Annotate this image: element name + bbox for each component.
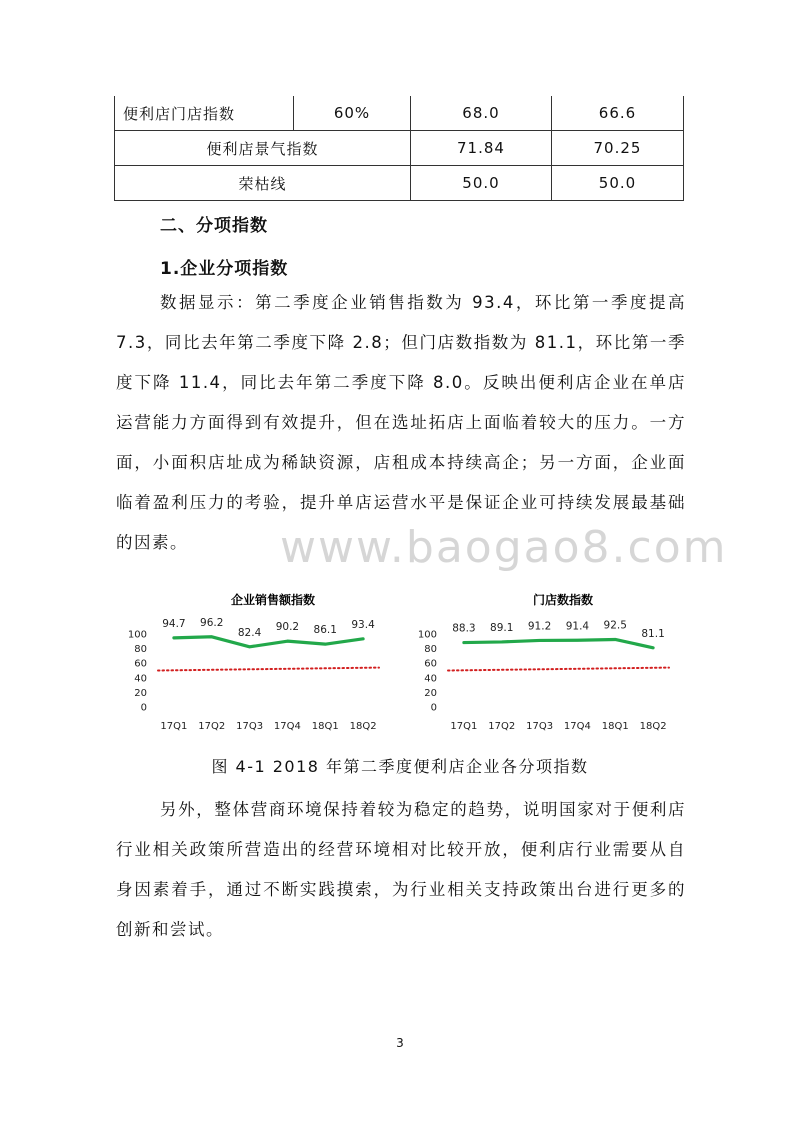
- y-tick-label: 0: [140, 702, 147, 714]
- index-series-line: [174, 637, 363, 647]
- y-tick-label: 0: [430, 702, 437, 714]
- y-tick-label: 80: [424, 644, 437, 656]
- data-label: 90.2: [275, 621, 300, 634]
- table-cell: 荣枯线: [115, 166, 411, 201]
- sales-index-chart: [110, 585, 400, 740]
- data-label: 91.4: [565, 620, 590, 633]
- threshold-line: [448, 668, 669, 671]
- data-label: 92.5: [603, 619, 627, 632]
- y-tick-label: 80: [134, 644, 147, 656]
- x-tick-label: 17Q2: [198, 721, 226, 732]
- data-label: 81.1: [641, 627, 665, 640]
- store-count-index-chart: [400, 585, 690, 740]
- paragraph: 另外，整体营商环境保持着较为稳定的趋势，说明国家对于便利店行业相关政策所营造出的经营环境相对比较开放，便利店行业需要从自身因素着手，通过不断实践摸索，为行业相关支持政策出台进行更多的创新和尝试。: [116, 800, 686, 939]
- section-heading: 二、分项指数: [160, 216, 268, 236]
- x-tick-label: 17Q1: [160, 721, 188, 732]
- chart-title: 门店数指数: [532, 593, 594, 607]
- y-tick-label: 100: [127, 629, 147, 641]
- index-table: [114, 96, 684, 201]
- y-tick-label: 40: [424, 673, 437, 685]
- x-tick-label: 18Q2: [349, 721, 377, 732]
- y-tick-label: 20: [134, 687, 147, 699]
- y-tick-label: 100: [417, 629, 437, 641]
- table-cell: 便利店景气指数: [115, 131, 411, 166]
- data-label: 91.2: [527, 620, 552, 633]
- x-tick-label: 18Q1: [311, 721, 339, 732]
- table-cell: 50.0: [552, 166, 684, 201]
- chart-title: 企业销售额指数: [230, 593, 316, 607]
- table-cell: 70.25: [552, 131, 684, 166]
- table-row: [115, 131, 684, 166]
- y-tick-label: 40: [134, 673, 147, 685]
- table-row: [115, 96, 684, 131]
- data-label: 89.1: [490, 621, 514, 634]
- x-tick-label: 17Q1: [450, 721, 478, 732]
- y-tick-label: 60: [424, 658, 437, 670]
- data-label: 94.7: [162, 617, 186, 630]
- data-label: 86.1: [313, 624, 337, 637]
- y-tick-label: 60: [134, 658, 147, 670]
- watermark: www.baogao8.com: [280, 522, 728, 573]
- data-label: 82.4: [237, 626, 262, 639]
- index-series-line: [464, 639, 653, 647]
- figure-caption: 图 4-1 2018 年第二季度便利店企业各分项指数: [211, 757, 589, 776]
- y-tick-label: 20: [424, 687, 437, 699]
- paragraph: 数据显示：第二季度企业销售指数为 93.4，环比第一季度提高 7.3，同比去年第二季度下降 2.8；但门店数指数为 81.1，环比第一季度下降 11.4，同比去年第二季度下降 8.0。反映出便利店企业在单店运营能力方面得到有效提升，但在选址拓店上面临着较大的压力。一方面，小面积店址成为稀缺资源，店租成本持续高企；另一方面，企业面临着盈利压力的考验，提升单店运营水平是保证企业可持续发展最基础的因素。: [116, 293, 686, 552]
- x-tick-label: 17Q3: [236, 721, 264, 732]
- x-tick-label: 18Q1: [601, 721, 629, 732]
- table-cell: 71.84: [411, 131, 552, 166]
- data-label: 93.4: [351, 618, 375, 631]
- data-label: 96.2: [200, 616, 224, 629]
- x-tick-label: 17Q4: [273, 721, 301, 732]
- table-cell: 66.6: [552, 96, 684, 131]
- x-tick-label: 17Q4: [563, 721, 591, 732]
- page-number: 3: [396, 1036, 404, 1050]
- table-cell: 68.0: [411, 96, 552, 131]
- table-cell: 50.0: [411, 166, 552, 201]
- data-label: 88.3: [452, 622, 476, 635]
- threshold-line: [158, 668, 379, 671]
- x-tick-label: 17Q3: [526, 721, 554, 732]
- table-row: [115, 166, 684, 201]
- x-tick-label: 17Q2: [488, 721, 516, 732]
- table-cell: 60%: [294, 96, 411, 131]
- table-cell: 便利店门店指数: [115, 96, 294, 131]
- subsection-heading: 1.企业分项指数: [160, 259, 289, 279]
- x-tick-label: 18Q2: [639, 721, 667, 732]
